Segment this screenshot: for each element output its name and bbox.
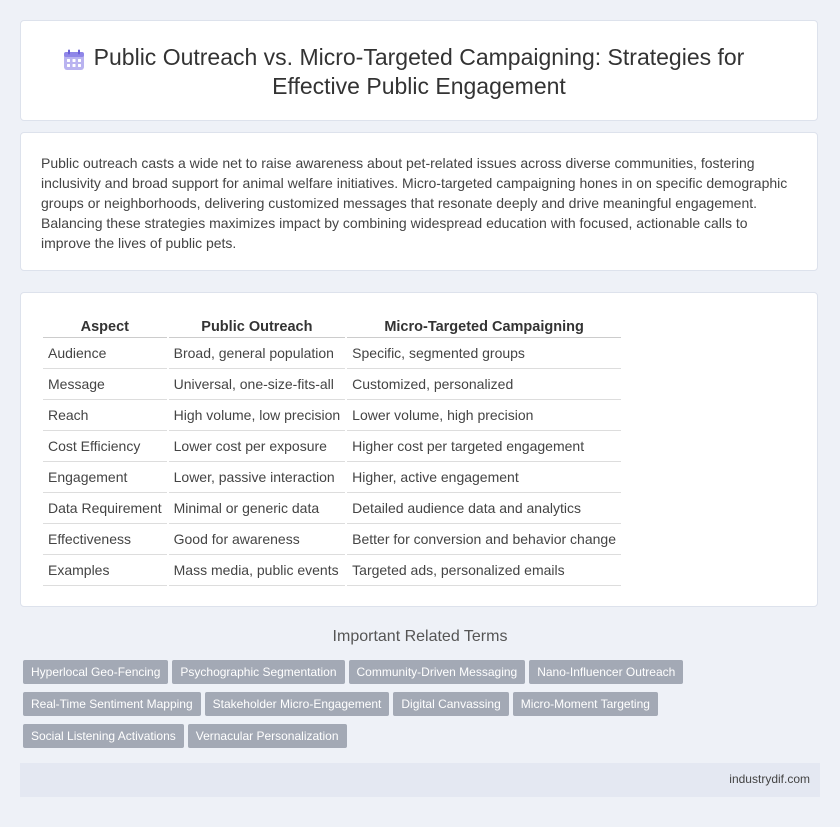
cell-micro-targeted: Customized, personalized xyxy=(346,369,621,400)
cell-aspect: Reach xyxy=(43,400,168,431)
cell-public-outreach: Universal, one-size-fits-all xyxy=(168,369,347,400)
cell-aspect: Examples xyxy=(43,555,168,586)
cell-micro-targeted: Lower volume, high precision xyxy=(346,400,621,431)
intro-paragraph: Public outreach casts a wide net to raise awareness about pet-related issues across diverse communities, fostering inclusivity and broad support for animal welfare initiatives. Micro-targeted campaigning hones in on specific demographic groups or neighborhoods, delivering customized messages that resonate deeply and drive meaningful engagement. Balancing these strategies maximizes impact by combining widespread education with focused, actionable calls to improve the lives of public pets. xyxy=(41,155,788,251)
header-aspect: Aspect xyxy=(43,315,168,338)
term-tag[interactable]: Hyperlocal Geo-Fencing xyxy=(23,660,168,684)
title-card xyxy=(20,20,818,121)
cell-public-outreach: Lower, passive interaction xyxy=(168,462,347,493)
cell-aspect: Engagement xyxy=(43,462,168,493)
cell-aspect: Cost Efficiency xyxy=(43,431,168,462)
cell-micro-targeted: Higher cost per targeted engagement xyxy=(346,431,621,462)
footer xyxy=(20,763,820,797)
cell-micro-targeted: Higher, active engagement xyxy=(346,462,621,493)
table-row xyxy=(43,369,621,400)
cell-micro-targeted: Detailed audience data and analytics xyxy=(346,493,621,524)
table-row xyxy=(43,400,621,431)
cell-public-outreach: Broad, general population xyxy=(168,338,347,369)
term-tag[interactable]: Stakeholder Micro-Engagement xyxy=(205,692,390,716)
cell-aspect: Message xyxy=(43,369,168,400)
cell-aspect: Audience xyxy=(43,338,168,369)
cell-aspect: Data Requirement xyxy=(43,493,168,524)
cell-public-outreach: High volume, low precision xyxy=(168,400,347,431)
comparison-table xyxy=(43,315,621,586)
intro-card xyxy=(20,132,818,271)
header-public-outreach: Public Outreach xyxy=(168,315,347,338)
cell-micro-targeted: Better for conversion and behavior change xyxy=(346,524,621,555)
comparison-table-card xyxy=(20,292,818,607)
cell-aspect: Effectiveness xyxy=(43,524,168,555)
cell-micro-targeted: Targeted ads, personalized emails xyxy=(346,555,621,586)
term-tag[interactable]: Micro-Moment Targeting xyxy=(513,692,658,716)
term-tag[interactable]: Digital Canvassing xyxy=(393,692,508,716)
related-terms-heading: Important Related Terms xyxy=(332,628,508,645)
table-row xyxy=(43,493,621,524)
cell-public-outreach: Good for awareness xyxy=(168,524,347,555)
term-tag[interactable]: Real-Time Sentiment Mapping xyxy=(23,692,201,716)
term-tag[interactable]: Community-Driven Messaging xyxy=(349,660,526,684)
header-micro-targeted: Micro-Targeted Campaigning xyxy=(346,315,621,338)
page-title: Public Outreach vs. Micro-Targeted Campaigning: Strategies for Effective Public Engagement xyxy=(93,44,745,99)
term-tag[interactable]: Vernacular Personalization xyxy=(188,724,347,748)
table-row xyxy=(43,555,621,586)
term-tag[interactable]: Nano-Influencer Outreach xyxy=(529,660,683,684)
cell-public-outreach: Mass media, public events xyxy=(168,555,347,586)
table-row xyxy=(43,524,621,555)
table-row xyxy=(43,462,621,493)
table-header-row xyxy=(43,315,621,338)
term-tag[interactable]: Psychographic Segmentation xyxy=(172,660,344,684)
term-tag[interactable]: Social Listening Activations xyxy=(23,724,184,748)
table-row xyxy=(43,338,621,369)
cell-micro-targeted: Specific, segmented groups xyxy=(346,338,621,369)
footer-site[interactable]: industrydif.com xyxy=(729,772,810,786)
related-terms-list xyxy=(23,660,703,756)
table-row xyxy=(43,431,621,462)
cell-public-outreach: Lower cost per exposure xyxy=(168,431,347,462)
cell-public-outreach: Minimal or generic data xyxy=(168,493,347,524)
